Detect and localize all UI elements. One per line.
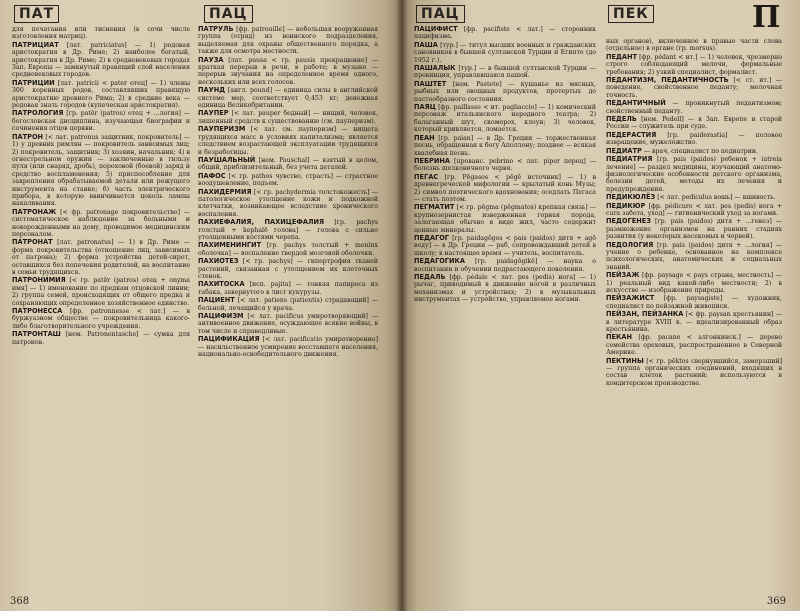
entry-headword: ПАХИОТЕЗ [198,257,239,266]
entry-headword: ПАЦИФИЗМ [198,312,244,321]
entry-definition: [тур.] — титул высших военных и гражданских сановников в бывшей султанской Турции и Египте (до 1952 г.). [414,41,596,64]
dictionary-entry [414,235,596,257]
entry-definition: [< лат. pauper бедный] — нищий, человек, лишенный средств к существованию (см. пауперизм). [198,110,378,125]
dictionary-entry [606,311,782,333]
entry-definition: [нем. Pedell] — в Зап. Европе и старой России — служитель при суде. [606,116,782,131]
right-column-1 [414,26,596,593]
entry-definition: [< лат. pediculus вошь] — вшивость. [657,194,776,202]
entry-headword: ПЕДЕЛЬ [606,115,637,124]
dictionary-entry [12,239,190,276]
dictionary-entry [606,272,782,294]
dictionary-entry [198,126,378,156]
entry-definition: [фр. pédicure < лат. pes (pedis) нога + cura забота, уход] — гигиенический уход за ногами. [606,202,782,217]
entry-headword: ПАХИМЕНИНГИТ [198,241,262,250]
entry-headword: ПАЯЦ [414,103,436,112]
entry-headword: ПАУПЕРИЗМ [198,125,246,134]
entry-definition: [фр. pacane < алгонкинск.] — дерево семейства ореховых, распространенное в Северной Америке. [606,334,782,357]
entry-headword: ПАУЗА [198,55,224,64]
entry-headword: ПЕДИАТР [606,146,642,155]
entry-definition: [англ. pound] — единица силы в английской системе мер, соответствует 0,453 кг; денежная единица Великобритании. [198,87,378,110]
entry-headword: ПЕКАН [606,333,633,342]
entry-definition: [исп. pajita] — тонкая папироса из табака, завернутого в лист кукурузы. [198,281,378,296]
dictionary-entry [12,277,190,307]
entry-headword: ПЕДИКЮР [606,201,646,210]
dictionary-entry [198,173,378,188]
entry-headword: ПЕКТИНЫ [606,356,644,365]
entry-headword: ПАХИТОСКА [198,280,245,289]
entry-definition: ных органов), включенное в правые части слова (отдельное) в органе (гр. morsus). [606,38,782,53]
book-gutter-shadow [396,0,408,611]
entry-definition: [< гр. patēr (patros) отец + onyma имя] — 1) именование по предкам отцовской линии; 2) группа семей, происходящих от общего предка и сохраняющих определенное хозяйственное единство. [12,277,190,307]
right-guide-word: ПАЦ [416,6,465,22]
dictionary-entry [198,26,378,56]
entry-headword: ПАЦИФИКАЦИЯ [198,335,260,344]
entry-headword: ПАХИЕФАЛИЯ, ПАХИЦЕФАЛИЯ [198,218,325,227]
entry-definition: [нем. Pauschal] — взятый в целом, общий, приблизительный, без учета деталей. [198,156,378,172]
entry-headword: ПАТРОНТАШ [12,330,61,339]
entry-headword: ПЕБРИНА [414,156,451,165]
entry-headword: ПЕДАЛЬ [414,273,446,281]
dictionary-entry [198,281,378,296]
dictionary-entry [414,135,596,157]
entry-definition: [тур.] — в бывшей султанской Турции — провинция, управлявшаяся пашой. [414,65,596,80]
entry-headword: ПЕДАНТ [606,52,638,61]
entry-definition: [< фр. patronage покровительство] — систематическое наблюдение за больными и новорожденными на дому, проводимое медицинским персоналом. [12,208,190,238]
dictionary-entry [198,313,378,335]
entry-headword: ПЕГМАТИТ [414,203,455,212]
entry-definition: [лат. patronatus] — 1) в Др. Риме — форма покровительства (отношение лиц, зависимых от патрона); 2) форма устройства детей-сирот, оставшихся без попечения родителей, на воспитание в семьи трудящихся. [12,239,190,276]
dictionary-entry [606,116,782,131]
dictionary-entry [606,295,782,310]
dictionary-entry [198,258,378,280]
dictionary-entry [12,26,190,41]
entry-definition: [< гр. pēgma (pēgmatos) крепкая связь] — крупнозернистая изверженная горная порода, залегающая обычно в виде жил, часто содержит ценные минералы. [414,204,596,234]
dictionary-entry [198,297,378,312]
entry-headword: ПЕЙЗАЖ [606,271,640,280]
entry-headword: ПАУПЕР [198,109,229,118]
entry-headword: ПАТРОНАТ [12,238,53,247]
entry-definition: [фр. paillasse < ит. pagliaccio] — 1) комический персонаж итальянского народного театра; 2) балаганный шут, скоморох, клоун; 3) человек, который кривляется, ломается. [414,104,596,134]
entry-definition: [фр. paysage < pays страна, местность] — 1) реальный вид какой-либо местности; 2) в искусстве — изображение природы. [606,272,782,294]
entry-definition: [гр. patēr (patros) отец + ...логия] — богословская дисциплина, изучающая биографии и сочинения отцов церкви. [12,110,190,133]
dictionary-entry [12,308,190,330]
entry-definition: [< фр. paysan крестьянин] — в литературе XVIII в. — идеализированный образ крестьянина. [606,311,782,334]
entry-definition: [гр. paidagōgos < pais (paidos) дитя + agō веду] — в Др. Греции — раб, сопровождавший детей в школу; в настоящее время — учитель, воспитатель. [414,234,596,257]
left-column-2 [198,26,378,593]
entry-definition: [гр. pais (paidos) дитя + ...генез] — размножение организмов на ранних стадиях развития (у некоторых насекомых и червей). [606,218,782,241]
entry-headword: ПЕДИКЮЛЁЗ [606,193,656,202]
left-guide-word-2: ПАЦ [204,6,253,22]
dictionary-entry [414,104,596,134]
entry-definition: [гр. pachys толстый + meninx оболочка] — воспаление твердой мозговой оболочки. [198,242,378,257]
entry-headword: ПАТРУЛЬ [198,26,234,33]
entry-headword: ПЕДАГОГИКА [414,257,466,266]
dictionary-entry [414,26,596,41]
entry-definition: [< ст. ит.] — поведение, свойственное педанту; мелочная точность. [606,77,782,99]
entry-definition: [< лат. pacificus умиротворяющий] — антивоенное движение, осуждающее всякие войны, в том числе и справедливые. [198,313,378,335]
entry-definition: [гр. pachys толстый + kephalē голова] — голова с сильно утолщенными костями черепа. [198,219,378,241]
dictionary-entry [12,42,190,79]
entry-definition: [фр. pédant < ит.] — 1) человек, чрезмерно строго соблюдающий мелочи, формальные требования; 2) узкий специалист, формалист. [606,53,782,76]
dictionary-entry [12,110,190,132]
entry-definition: [< лат. см. пауперизм] — нищета трудящихся масс в условиях капитализма; является следствием возрастающей эксплуатации трудящихся и безработицы. [198,126,378,156]
entry-headword: ПАЦИЕНТ [198,296,235,305]
dictionary-entry [414,65,596,80]
dictionary-entry [198,189,378,219]
right-page [402,0,800,611]
dictionary-entry [414,258,596,273]
entry-definition: [< гр. pēktos свернувшийся, замерзший] — группа органических соединений, входящих в состав клеток растений; используются в кондитерском производстве. [606,357,782,387]
dictionary-entry [12,209,190,239]
dictionary-entry [12,134,190,208]
dictionary-entry [198,87,378,109]
entry-definition: [фр. patronnesse < лат.] — в буржуазном обществе — покровительница какого-либо благотворительного учреждения. [12,308,190,330]
entry-headword: ПАУШАЛЬНЫЙ [198,155,256,164]
dictionary-entry [606,77,782,99]
dictionary-entry [414,42,596,64]
entry-headword: ПЕДОЛОГИЯ [606,240,654,249]
dictionary-entry [606,358,782,388]
entry-definition: [лат. patricii < pater отец] — 1) члены 300 коренных родов, составлявших правящую аристократию древнего Рима; 2) в средние века — родовая знать городов (купеческая аристократия). [12,79,190,110]
entry-definition: — врач, специалист по педиатрии. [643,147,758,155]
entry-headword: ПЕАН [414,133,435,142]
entry-definition: [гр. pais (paidos) дитя + ...логия] — учение о ребенке, основанное на комплексе психологических, анатомических и социальных знаний. [606,241,782,271]
entry-headword: ПАЦИФИСТ [414,26,458,33]
entry-definition: [лат. patriciatus] — 1) родовая аристократия в Др. Риме; 2) наиболее богатый, аристократия в Др. Риме; 2) в средневековых городах Зап. Европы — замкнутый правящий слой населения средневековых городов. [12,41,190,79]
entry-headword: ПАТРИЦИАТ [12,40,59,49]
entry-definition: [лат. pausa < гр. pausis прекращение] — краткая перерыв в речи, в работе; в музыке — перерыв звучания на определенное время одного, нескольких или всех голосов. [198,56,378,86]
entry-definition: [гр. paian] — в Др. Греции — торжественная песнь, обращенная к богу Аполлону; позднее — всякая хвалебная песнь. [414,134,596,157]
dictionary-entry [606,54,782,76]
entry-headword: ПЕГАС [414,172,439,181]
entry-headword: ПАТРОЛОГИЯ [12,109,64,118]
dictionary-entry [606,242,782,272]
entry-headword: ПАТРИЦИИ [12,78,55,87]
entry-headword: ПАУНД [198,86,226,95]
entry-headword: ПАШТЕТ [414,79,447,88]
entry-definition: [гр. paiderastia] — половое извращение, мужеложство. [606,131,782,147]
dictionary-entry [198,57,378,87]
entry-definition: [гр. paidagōgikē] — наука о воспитании и обучении подрастающего поколения. [414,258,596,273]
entry-definition: [фр. paysagiste] — художник, специалист по пейзажной живописи. [606,295,782,310]
entry-definition: [< лат. patronus защитник, покровитель] — 1) у древних римлян — покровитель зависимых лиц; 2) покровитель, защитник; 3) хозяин, начальник; 4) в огнестрельном оружии — заключенные в гильзу пуля (или снаряд, дробь), пороховой (боевой) заряд и средство воспламенения; 5) приспособление для закрепления обрабатываемой детали или режущего инструмента на станке; 6) часть электрического прибора, в которую ввинчивается цоколь лампы накаливания. [12,133,190,208]
entry-definition: [нем. Pastete] — кушанье из мясных, рыбных или овощных продуктов, протертых до пастообразного состояния. [414,80,596,103]
entry-definition: [прованс. pebrino < лат. piper перец] — болезнь шелковичного червя. [414,157,596,173]
dictionary-entry [414,174,596,204]
dictionary-entry [414,81,596,103]
dictionary-entry [198,336,378,358]
entry-headword: ПАФОС [198,171,226,180]
right-guide-word-2: ПЕК [608,6,654,22]
entry-definition: [< гр. pachys] — гипертрофия тканей растений, связанная с утолщением их клеточных стенок. [198,258,378,280]
dictionary-entry [12,331,190,346]
entry-definition: [фр. patrouille] — небольшая вооруженная группа (отряд) из воинского подразделения, выделяемая для охраны общественного порядка, а также для осмотра местности. [198,26,378,56]
dictionary-entry [12,80,190,110]
entry-definition: [гр. pais (paidos) ребенок + iatreia лечение] — раздел медицины, изучающий анатомо-физиологические особенности детского организма, болезни детей, методы их лечения и предупреждения. [606,156,782,193]
entry-headword: ПЕДИАТРИЯ [606,155,653,164]
entry-definition: [< гр. pathos чувство, страсть] — страстное воодушевление, подъем. [198,172,378,188]
entry-headword: ПАША [414,40,438,49]
right-column-2 [606,38,782,593]
entry-definition: [фр. pédale < лат. pes (pedis) нога] — 1) рычаг, приводимый в движение ногой в различных механизмах и устройствах; 2) в музыкальных инструментах — устройство, управляемое ногами. [414,274,596,304]
entry-headword: ПАТРОНЕССА [12,307,63,316]
dictionary-entry [606,38,782,53]
entry-definition: для печатания или тиснения (в сочи числе изготовления матриц). [12,26,190,41]
entry-definition: [нем. Patronentasche] — сумка для патронов. [12,331,190,346]
entry-headword: ПЕДАНТИЧНЫЙ [606,99,666,108]
entry-headword: ПЕЙЗАЖИСТ [606,294,655,303]
dictionary-entry [198,219,378,241]
section-letter: П [752,0,781,35]
dictionary-entry [198,157,378,172]
dictionary-entry [606,203,782,218]
dictionary-entry [414,158,596,173]
entry-headword: ПЕДЕРАСТИЯ [606,130,657,139]
entry-headword: ПЕДАНТИЗМ, ПЕДАНТИЧНОСТЬ [606,76,729,85]
dictionary-entry [606,132,782,147]
entry-headword: ПАТРОНАЖ [12,207,57,216]
dictionary-entry [606,100,782,115]
entry-headword: ПАТРОН [12,132,44,141]
entry-headword: ПЕЙЗАН, ПЕЙЗАНКА [606,310,684,319]
entry-headword: ПАТРОНИМИЯ [12,276,66,285]
dictionary-entry [606,194,782,201]
entry-definition: [< лат. pacificatio умиротворение] — насильственное усмирение восставшего населения, национально-освободительного движения. [198,336,378,359]
entry-definition: [фр. pacifiste < лат.] — сторонник пацифизма. [414,26,596,41]
entry-definition: [< гр. pachydermia толстокожесть] — патологическое утолщение кожи и подкожной клетчатки, возникающее вследствие хронического воспаления. [198,188,378,218]
entry-headword: ПАШАЛЫК [414,64,456,73]
right-page-number: 369 [766,596,786,607]
entry-definition: [гр. Pēgasos < pēgē источник] — 1) в древнегреческой мифологии — крылатый конь Музы; 2) символ поэтического вдохновения; оседлать Пегаса — стать поэтом. [414,173,596,203]
left-column-1 [12,26,190,593]
dictionary-entry [606,334,782,356]
dictionary-entry [606,156,782,193]
entry-headword: ПЕДОГЕНЕЗ [606,217,651,226]
dictionary-entry [198,110,378,125]
entry-definition: — проникнутый педантизмом; свойственный педанту. [606,100,782,115]
entry-headword: ПЕДАГОГ [414,233,450,242]
dictionary-entry [414,274,596,304]
dictionary-entry [606,148,782,155]
left-guide-word: ПАТ [14,6,59,22]
dictionary-entry [606,218,782,240]
left-page-number: 368 [10,596,30,607]
dictionary-entry [198,242,378,257]
entry-definition: [< лат. patiens (patientis) страдающий] — больной, лечащийся у врача. [198,297,378,312]
dictionary-entry [414,204,596,234]
entry-headword: ПАХИДЕРМИЯ [198,187,252,196]
